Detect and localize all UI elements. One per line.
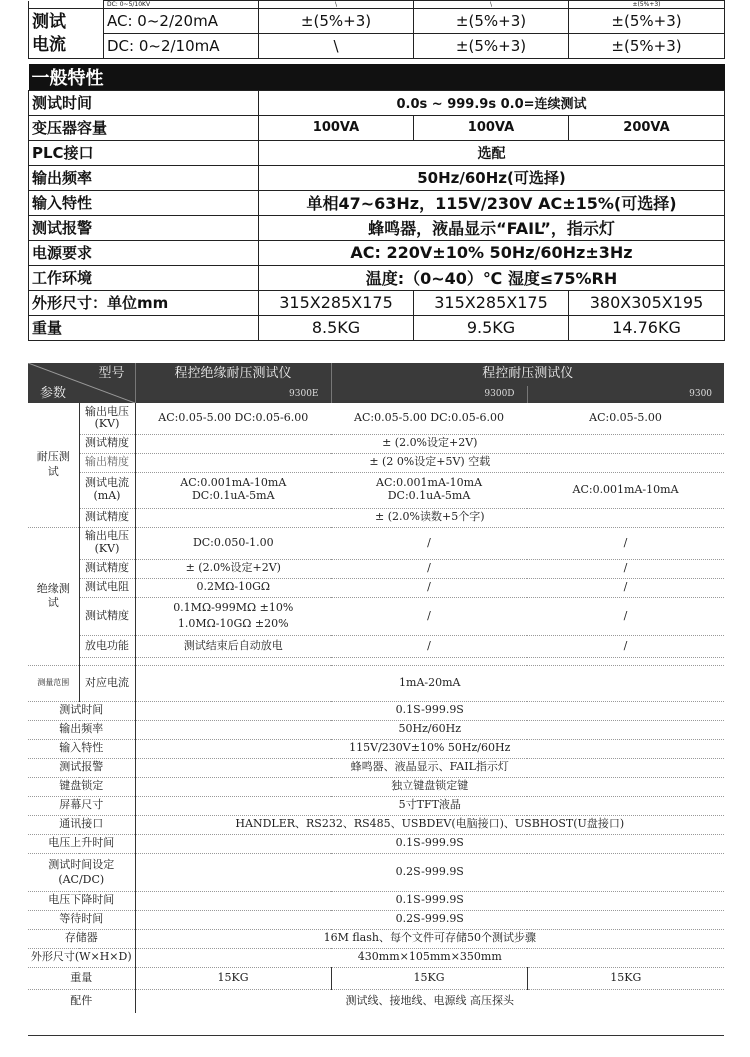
row-value: AC: 220V±10% 50Hz/60Hz±3Hz: [259, 240, 725, 265]
current-dc-3: ±(5%+3): [569, 34, 725, 59]
param-label: 电压下降时间: [28, 891, 135, 910]
row-label: 电源要求: [29, 240, 259, 265]
value: 0.2S-999.9S: [135, 910, 724, 929]
param-label: 测试报警: [28, 758, 135, 777]
table-row: [28, 910, 724, 929]
value: 0.1S-999.9S: [135, 701, 724, 720]
row-value: 蜂鸣器，液晶显示“FAIL”，指示灯: [259, 215, 725, 240]
value: 0.2S-999.9S: [135, 853, 724, 891]
value-3: /: [527, 559, 724, 578]
value: 1mA-20mA: [135, 665, 724, 701]
table-row: [28, 815, 724, 834]
table-row: [29, 215, 725, 240]
row-value-1: 100VA: [259, 115, 414, 140]
param-label: 外形尺寸(W×H×D): [28, 948, 135, 967]
row-label: 重量: [29, 315, 259, 340]
table-row: [29, 115, 725, 140]
param-label: 测试电流 (mA): [79, 472, 135, 508]
header-model-1: 9300E: [135, 386, 331, 403]
row-value-2: 100VA: [414, 115, 569, 140]
section-title: 一般特性: [29, 64, 725, 91]
table-row: [28, 834, 724, 853]
table-row: [28, 891, 724, 910]
value-3: 15KG: [527, 967, 724, 989]
table-row: [28, 777, 724, 796]
value: 0.1S-999.9S: [135, 834, 724, 853]
table-row: [28, 701, 724, 720]
row-value: 单相47~63Hz，115V/230V AC±15%(可选择): [259, 190, 725, 215]
value-1: 15KG: [135, 967, 331, 989]
value-1: DC:0.050-1.00: [135, 527, 331, 559]
value-1: AC:0.05-5.00 DC:0.05-6.00: [135, 403, 331, 434]
table-row: [28, 434, 724, 453]
table-row: [28, 597, 724, 635]
param-label: 电压上升时间: [28, 834, 135, 853]
table-row: [28, 665, 724, 701]
param-label: 测试时间设定 (AC/DC): [28, 853, 135, 891]
row-value: 温度:（0~40）℃ 湿度≤75%RH: [259, 265, 725, 290]
value: 测试线、接地线、电源线 高压探头: [135, 989, 724, 1013]
tester-spec-table: [28, 363, 724, 1036]
param-label: 输出频率: [28, 720, 135, 739]
row-label: 外形尺寸：单位mm: [29, 290, 259, 315]
row-value-3: 380X305X195: [569, 290, 725, 315]
row-value-3: 14.76KG: [569, 315, 725, 340]
table-row: [28, 853, 724, 891]
value-1: 0.2MΩ-10GΩ: [135, 578, 331, 597]
param-label: 测试精度: [79, 597, 135, 635]
value: HANDLER、RS232、RS485、USBDEV(电脑接口)、USBHOST(U盘接口): [135, 815, 724, 834]
param-label: 屏幕尺寸: [28, 796, 135, 815]
current-dc-2: ±(5%+3): [414, 34, 569, 59]
row-label: 变压器容量: [29, 115, 259, 140]
value-3: AC:0.001mA-10mA: [527, 472, 724, 508]
current-label: 测试 电流: [29, 9, 104, 59]
current-row-ac: [29, 9, 725, 34]
value: ± (2.0%读数+5个字): [135, 508, 724, 527]
value: ± (2 0%设定+5V) 空载: [135, 453, 724, 472]
general-spec-table: [28, 0, 724, 341]
row-label: 测试报警: [29, 215, 259, 240]
table-row: [28, 635, 724, 657]
table-row: [28, 453, 724, 472]
current-range-ac: AC: 0~2/20mA: [104, 9, 259, 34]
row-label: 测试时间: [29, 90, 259, 115]
table-row: [29, 315, 725, 340]
param-label: 输出精度: [79, 453, 135, 472]
value-2: /: [331, 578, 527, 597]
value-1: 0.1MΩ-999MΩ ±10% 1.0MΩ-10GΩ ±20%: [135, 597, 331, 635]
value-2: /: [331, 527, 527, 559]
table-row: [28, 796, 724, 815]
row-value-1: 8.5KG: [259, 315, 414, 340]
row-label: 输出频率: [29, 165, 259, 190]
row-value-1: 315X285X175: [259, 290, 414, 315]
row-value-2: 315X285X175: [414, 290, 569, 315]
table-row: [28, 948, 724, 967]
table-row: [29, 190, 725, 215]
param-label: 对应电流: [79, 665, 135, 701]
current-ac-3: ±(5%+3): [569, 9, 725, 34]
value-2: AC:0.05-5.00 DC:0.05-6.00: [331, 403, 527, 434]
current-ac-2: ±(5%+3): [414, 9, 569, 34]
param-label: 配件: [70, 993, 93, 1007]
table-row: [28, 739, 724, 758]
table-row: [29, 290, 725, 315]
partial-cell-2: \: [259, 1, 414, 9]
table-row: [29, 265, 725, 290]
table-row: [28, 508, 724, 527]
param-label: 放电功能: [79, 635, 135, 657]
current-dc-1: \: [259, 34, 414, 59]
table-row: [28, 403, 724, 434]
row-label: 工作环境: [29, 265, 259, 290]
table-row: [28, 929, 724, 948]
row-value: 0.0s ~ 999.9s 0.0=连续测试: [259, 90, 725, 115]
row-value: 50Hz/60Hz(可选择): [259, 165, 725, 190]
value-2: 15KG: [331, 967, 527, 989]
table-row: [28, 720, 724, 739]
param-label: 测试精度: [79, 559, 135, 578]
value-3: /: [527, 635, 724, 657]
value: 430mm×105mm×350mm: [135, 948, 724, 967]
header-group-1: 程控绝缘耐压测试仪: [135, 363, 331, 386]
param-label: 通讯接口: [28, 815, 135, 834]
table-row: [29, 90, 725, 115]
table-row: [28, 758, 724, 777]
value-3: /: [527, 527, 724, 559]
partial-cell-3: \: [414, 1, 569, 9]
partial-cell-4: ±(5%+3): [569, 1, 725, 9]
param-label: 测试精度: [79, 508, 135, 527]
table-row: [28, 559, 724, 578]
category-measure: 测量范围: [28, 665, 79, 701]
table-row: [28, 472, 724, 508]
value-1: AC:0.001mA-10mA DC:0.1uA-5mA: [135, 472, 331, 508]
value: ± (2.0%设定+2V): [135, 434, 724, 453]
row-value-2: 9.5KG: [414, 315, 569, 340]
table-row: [28, 989, 724, 1013]
value: 115V/230V±10% 50Hz/60Hz: [135, 739, 724, 758]
current-row-dc: [29, 34, 725, 59]
value-1: 测试结束后自动放电: [135, 635, 331, 657]
row-value-3: 200VA: [569, 115, 725, 140]
header-model-label: 型号: [28, 363, 135, 386]
header-diagonal-line: [28, 363, 135, 403]
value: 50Hz/60Hz: [135, 720, 724, 739]
param-label: 测试精度: [79, 434, 135, 453]
param-label: 测试时间: [28, 701, 135, 720]
category-insulation: 绝缘测 试: [28, 527, 79, 665]
value-1: ± (2.0%设定+2V): [135, 559, 331, 578]
value-3: AC:0.05-5.00: [527, 403, 724, 434]
table-row: [28, 578, 724, 597]
value: 独立键盘锁定键: [135, 777, 724, 796]
table-row: [28, 967, 724, 989]
value-2: AC:0.001mA-10mA DC:0.1uA-5mA: [331, 472, 527, 508]
value-2: /: [331, 559, 527, 578]
table-row: [29, 240, 725, 265]
value: 5寸TFT液晶: [135, 796, 724, 815]
header-group-2: 程控耐压测试仪: [331, 363, 724, 386]
value-2: /: [331, 635, 527, 657]
table-row: [28, 527, 724, 559]
current-ac-1: ±(5%+3): [259, 9, 414, 34]
param-label: 存储器: [28, 929, 135, 948]
param-label: 测试电阻: [79, 578, 135, 597]
category-withstand: 耐压测 试: [28, 403, 79, 527]
row-value: 选配: [259, 140, 725, 165]
table-row: [29, 165, 725, 190]
param-label: 重量: [28, 967, 135, 989]
param-label: 输出电压 (KV): [79, 527, 135, 559]
value: 0.1S-999.9S: [135, 891, 724, 910]
current-range-dc: DC: 0~2/10mA: [104, 34, 259, 59]
table-row: [29, 140, 725, 165]
param-label: 输出电压 (KV): [79, 403, 135, 434]
partial-range: DC: 0~5/10KV: [104, 1, 259, 9]
value-3: /: [527, 597, 724, 635]
header-model-3: 9300: [527, 386, 724, 403]
param-label: 输入特性: [28, 739, 135, 758]
row-label: 输入特性: [29, 190, 259, 215]
value: 蜂鸣器、液晶显示、FAIL指示灯: [135, 758, 724, 777]
param-label: 键盘锁定: [28, 777, 135, 796]
partial-row: [29, 1, 725, 9]
value: 16M flash、每个文件可存储50个测试步骤: [135, 929, 724, 948]
value-2: /: [331, 597, 527, 635]
param-label: 等待时间: [28, 910, 135, 929]
header-model-2: 9300D: [331, 386, 527, 403]
value-3: /: [527, 578, 724, 597]
header-param-label: 参数: [28, 386, 135, 403]
row-label: PLC接口: [29, 140, 259, 165]
